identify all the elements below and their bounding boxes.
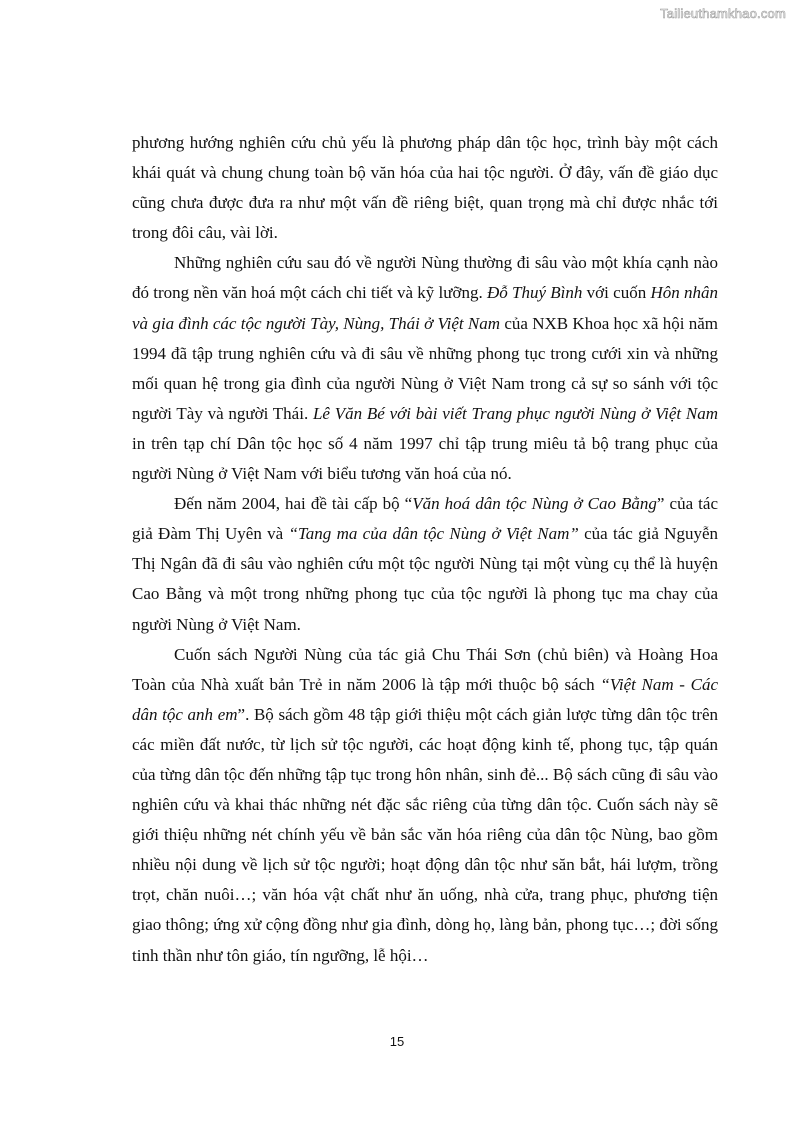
text-span: in trên tạp chí Dân tộc học số 4 năm 1997 chỉ tập trung miêu tả bộ trang phục của người Nùng ở Việt Nam với biểu tương văn hoá của nó.	[132, 433, 718, 484]
italic-text: Hôn nhân và gia đình các tộc người Tày, Nùng, Thái ở Việt Nam	[132, 283, 719, 333]
text-span: ”. Bộ sách gồm 48 tập giới thiệu một cách giản lược từng dân tộc trên các miền đất nước, từ lịch sử tộc người, các hoạt động kinh tế, phong tục, tập quán của từng dân tộc đến những tập tục trong hôn nhân, sinh đẻ... Bộ sách cũng đi sâu vào nghiên cứu và khai thác những nét đặc sắc riêng của từng dân tộc. Cuốn sách này sẽ giới thiệu những nét chính yếu về bản sắc văn hóa riêng của dân tộc Nùng, bao gồm nhiều nội dung về lịch sử tộc người; hoạt động dân tộc như săn bắt, hái lượm, trồng trọt, chăn nuôi…; văn hóa vật chất như ăn uống, nhà cửa, trang phục, phương tiện giao thông; ứng xử cộng đồng như gia đình, dòng họ, làng bản, phong tục…; đời sống tinh thần như tôn giáo, tín ngưỡng, lễ hội…	[132, 704, 718, 965]
text-span: của tác giả Nguyễn Thị Ngân đã đi sâu vào nghiên cứu một tộc người Nùng tại một vùng cụ thể là huyện Cao Bằng và một trong những phong tục của tộc người là phong tục ma chay của người Nùng ở Việt Nam.	[132, 524, 718, 634]
paragraph	[132, 128, 718, 248]
italic-text: Lê Văn Bé với bài viết Trang phục người Nùng ở Việt Nam	[312, 403, 718, 423]
text-span: ” của tác giả Đàm Thị Uyên và	[132, 494, 718, 544]
paragraph	[132, 489, 718, 639]
text-span: Đến năm 2004, hai đề tài cấp bộ “	[174, 494, 413, 514]
watermark-text: Tailieuthamkhao.com	[660, 6, 786, 21]
text-span: Những nghiên cứu sau đó về người Nùng thường đi sâu vào một khía cạnh nào đó trong nền văn hoá một cách chi tiết và kỹ lưỡng.	[132, 253, 718, 303]
text-span: phương hướng nghiên cứu chủ yếu là phương pháp dân tộc học, trình bày một cách khái quát và chung chung toàn bộ văn hóa của hai tộc người. Ở đây, vấn đề giáo dục cũng chưa được đưa ra như một vấn đề riêng biệt, quan trọng mà chỉ được nhắc tới trong đôi câu, vài lời.	[132, 133, 718, 243]
text-span: với cuốn	[582, 283, 651, 303]
text-span: Cuốn sách Người Nùng của tác giả Chu Thái Sơn (chủ biên) và Hoàng Hoa Toàn của Nhà xuất bản Trẻ in năm 2006 là tập mới thuộc bộ sách	[132, 644, 718, 694]
paragraph	[132, 248, 718, 489]
paragraph	[132, 640, 718, 971]
italic-text: “Việt Nam - Các dân tộc anh em	[132, 674, 718, 724]
document-body	[132, 128, 718, 971]
italic-text: Văn hoá dân tộc Nùng ở Cao Bằng	[412, 494, 657, 514]
text-span: của NXB Khoa học xã hội năm 1994 đã tập trung nghiên cứu và đi sâu về những phong tục trong cưới xin và những mối quan hệ trong gia đình của người Nùng ở Việt Nam trong cả sự so sánh với tộc người Tày và người Thái.	[132, 313, 718, 423]
page-number: 15	[389, 1034, 405, 1049]
italic-text: Đỗ Thuý Bình	[486, 283, 583, 303]
italic-text: “Tang ma của dân tộc Nùng ở Việt Nam”	[288, 524, 579, 544]
